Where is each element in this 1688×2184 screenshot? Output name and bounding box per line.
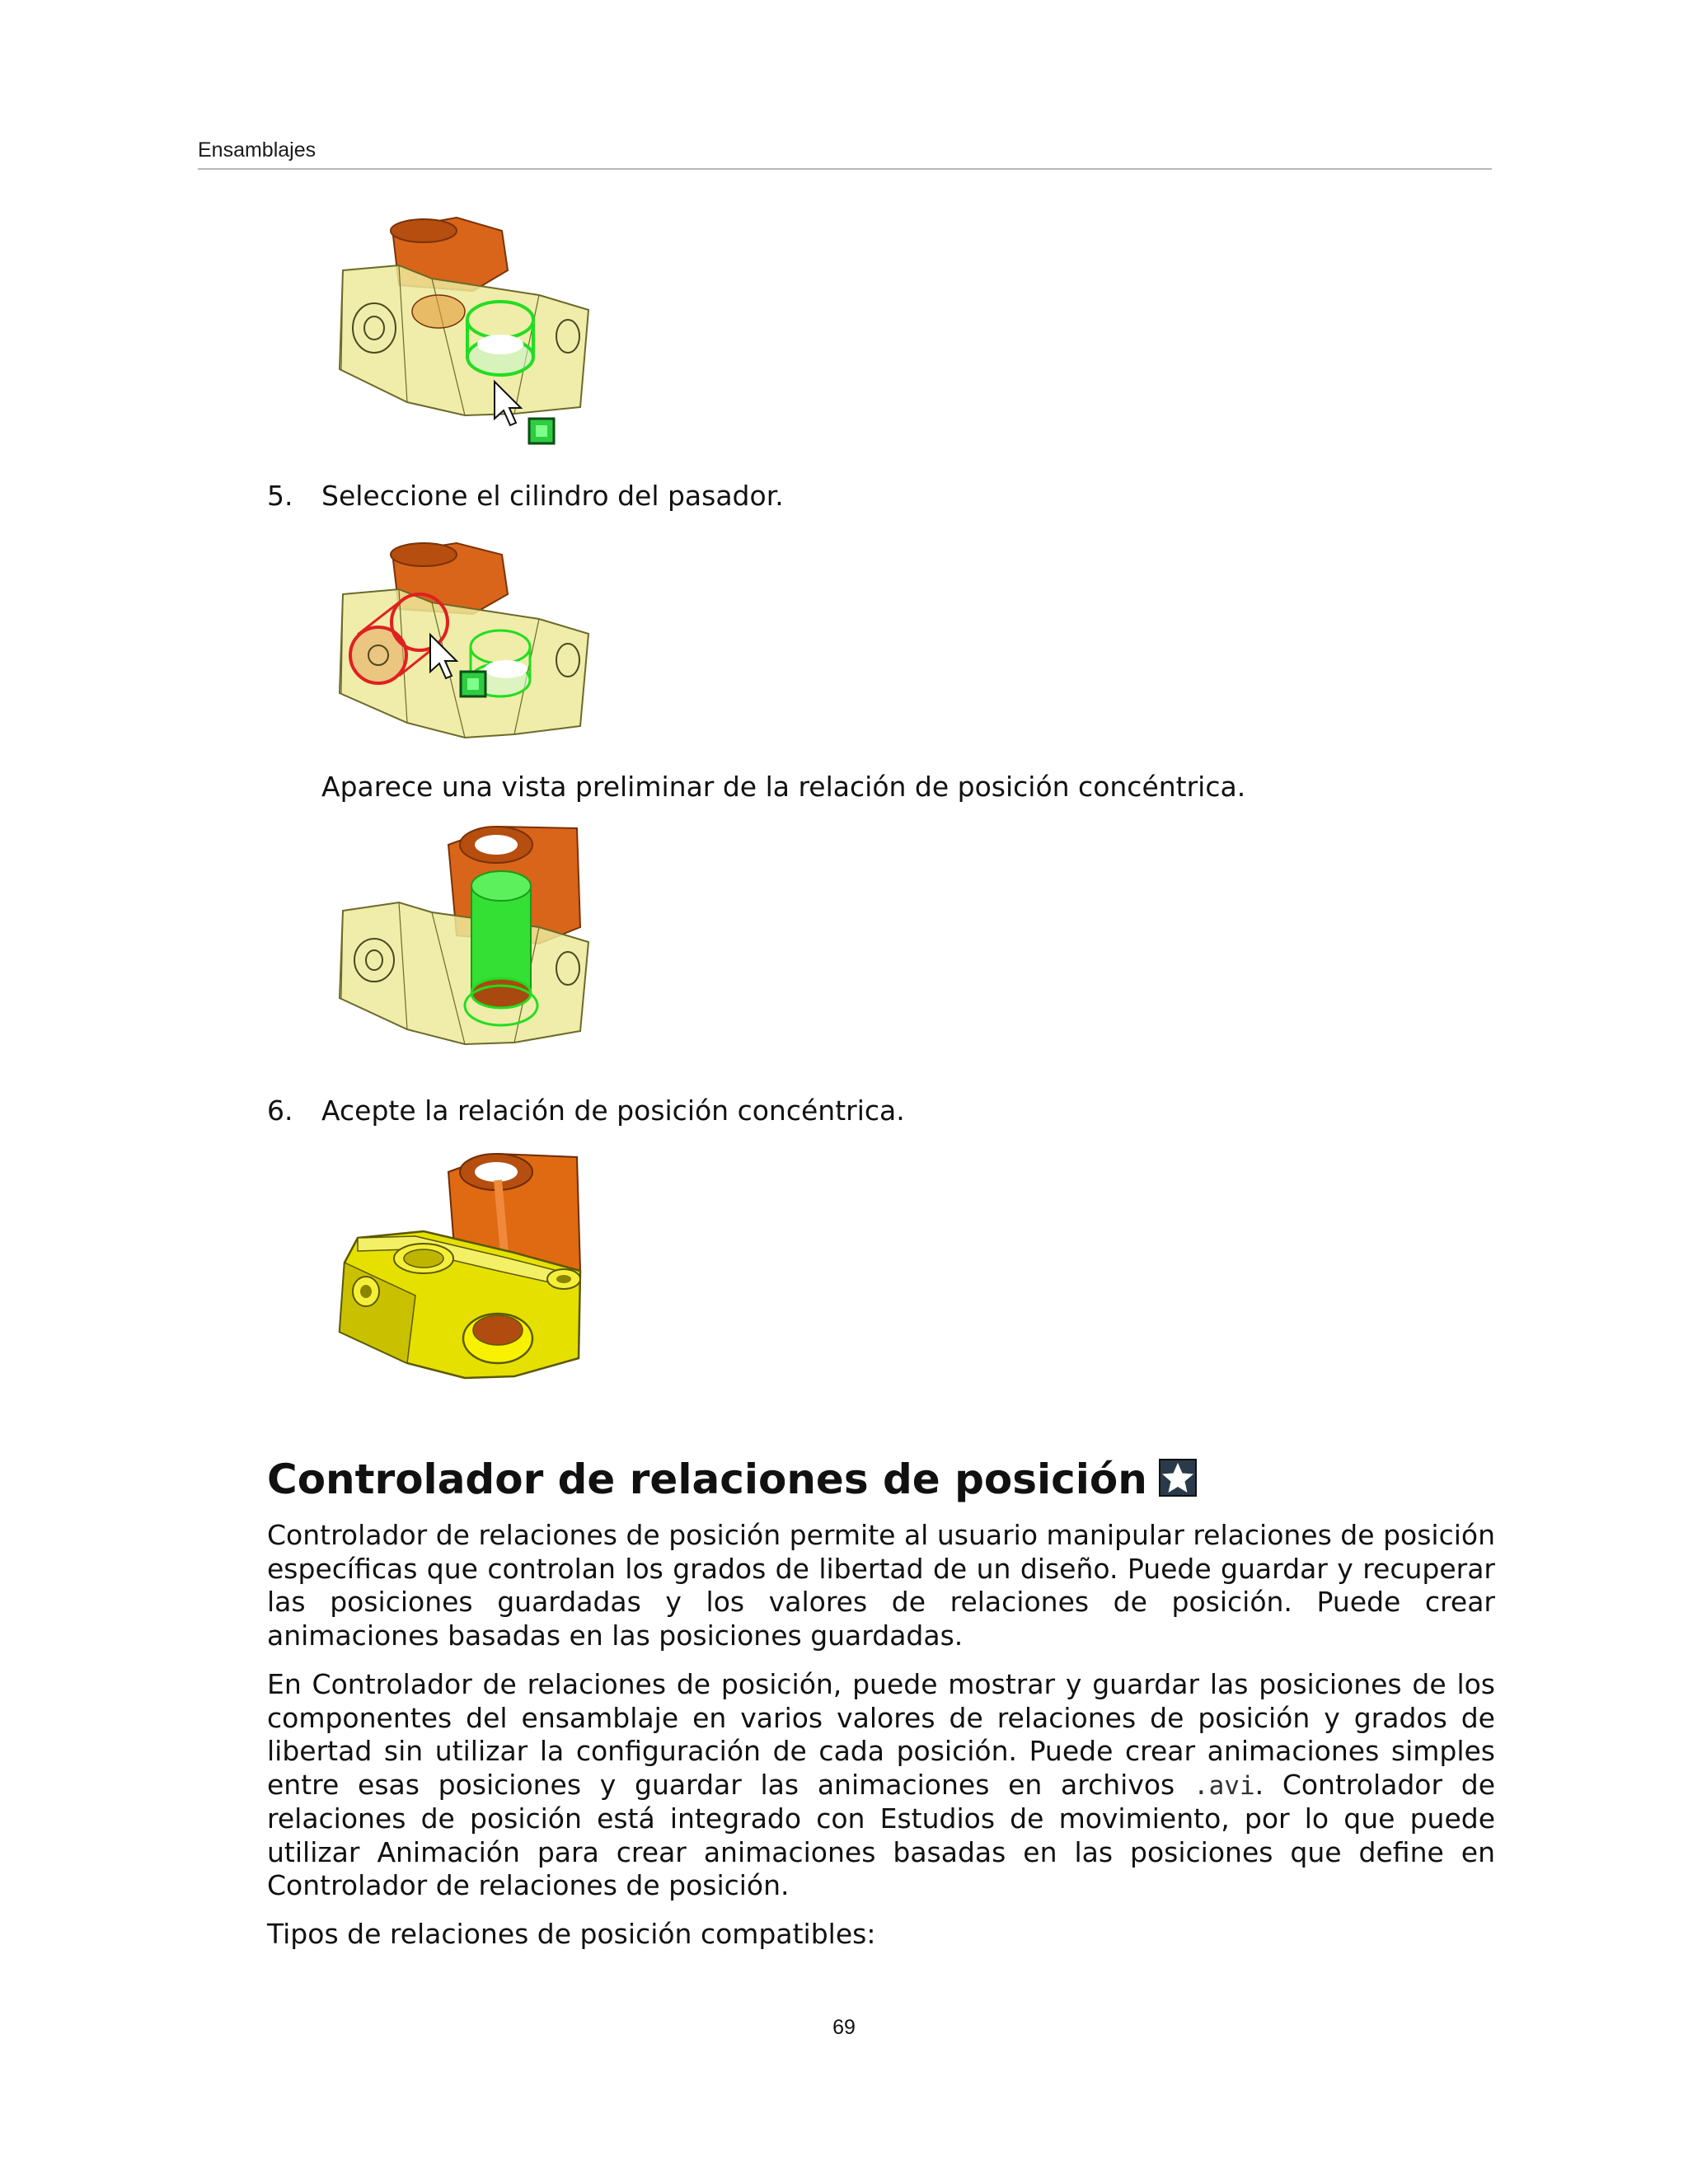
- step-text: Seleccione el cilindro del pasador.: [321, 480, 784, 512]
- step-5: [267, 480, 784, 513]
- assembly-image: [333, 1147, 597, 1394]
- figure-4: [333, 1147, 597, 1394]
- figure-3: [333, 820, 597, 1059]
- section-paragraph-3: Tipos de relaciones de posición compatibles:: [267, 1918, 876, 1950]
- step-number: 6.: [267, 1094, 293, 1127]
- step-text: Acepte la relación de posición concéntrica.: [321, 1094, 905, 1127]
- new-feature-star-icon: [1159, 1456, 1197, 1509]
- assembly-image: [333, 213, 597, 452]
- step-number: 5.: [267, 480, 293, 512]
- figure-1: [333, 213, 597, 452]
- running-header: Ensamblajes: [198, 138, 316, 162]
- paragraph-text: En Controlador de relaciones de posición, puede mostrar y guardar las posiciones de los componentes del ensamblaje en varios valores de relaciones de posición y grados de libertad sin utilizar la configuración de cada posición. Puede crear animaciones simples entre esas posiciones y guardar las animaciones en archivos: [267, 1668, 1495, 1801]
- section-paragraph-1: Controlador de relaciones de posición permite al usuario manipular relaciones de posición específicas que controlan los grados de libertad de un diseño. Puede guardar y recuperar las posiciones guardadas y los valores de relaciones de posición. Puede crear animaciones basadas en las posiciones guardadas.: [267, 1519, 1495, 1652]
- preview-note: Aparece una vista preliminar de la relación de posición concéntrica.: [321, 771, 1246, 803]
- section-paragraph-2: [267, 1668, 1495, 1903]
- page-number: 69: [832, 2016, 856, 2039]
- paragraph-text: . Controlador de relaciones de posición está integrado con Estudios de movimiento, por lo que puede utilizar Animación para crear animaciones basadas en las posiciones que define en Controlador de relaciones de posición.: [267, 1768, 1496, 1901]
- section-title-text: Controlador de relaciones de posición: [267, 1455, 1147, 1503]
- section-title: [267, 1453, 1197, 1509]
- figure-2: [333, 540, 597, 746]
- header-rule: [198, 168, 1492, 170]
- assembly-image: [333, 820, 597, 1059]
- assembly-image: [333, 540, 597, 746]
- file-extension-code: .avi: [1193, 1770, 1255, 1801]
- step-6: [267, 1094, 905, 1127]
